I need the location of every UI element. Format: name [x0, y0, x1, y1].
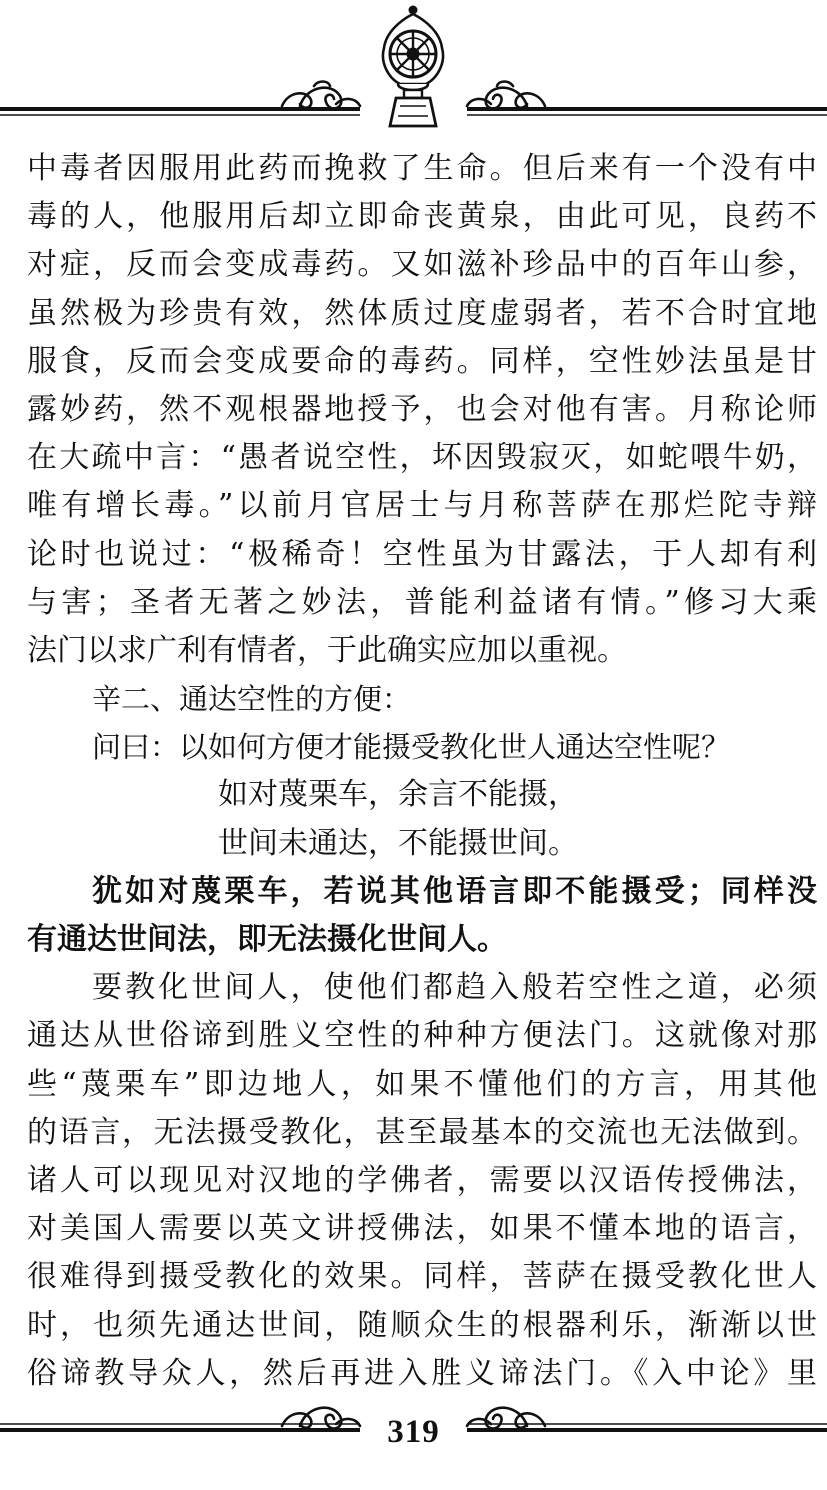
dharma-wheel-icon — [383, 6, 443, 126]
left-cloud-icon — [282, 82, 360, 109]
text-line: 中毒者因服用此药而挽救了生命。但后来有一个没有中 — [27, 151, 817, 186]
verse-line: 世间未通达，不能摄世间。 — [218, 825, 578, 861]
right-cloud-icon — [467, 82, 545, 109]
question-line: 问曰：以如何方便才能摄受教化世人通达空性呢？ — [92, 730, 731, 765]
verse-line: 如对蔑栗车，余言不能摄， — [218, 777, 578, 813]
text-line: 对美国人需要以英文讲授佛法，如果不懂本地的语言， — [27, 1211, 817, 1247]
header-ornament — [0, 0, 827, 140]
text-line: 俗谛教导众人，然后再进入胜义谛法门。《入中论》里 — [27, 1355, 817, 1391]
text-line: 诸人可以现见对汉地的学佛者，需要以汉语传授佛法， — [27, 1162, 817, 1198]
text-line: 虽然极为珍贵有效，然体质过度虚弱者，若不合时宜地 — [27, 295, 817, 331]
text-line: 的语言，无法摄受教化，甚至最基本的交流也无法做到。 — [27, 1114, 817, 1150]
text-line: 服食，反而会变成要命的毒药。同样，空性妙法虽是甘 — [27, 343, 817, 379]
text-line: 露妙药，然不观根器地授予，也会对他有害。月称论师 — [27, 391, 817, 427]
page-header — [0, 0, 827, 140]
text-line: 时，也须先通达世间，随顺众生的根器利乐，渐渐以世 — [27, 1307, 817, 1343]
text-line: 法门以求广利有情者，于此确实应加以重视。 — [27, 632, 627, 668]
text-line: 唯有增长毒。”以前月官居士与月称菩萨在那烂陀寺辩 — [27, 488, 817, 524]
text-line: 与害；圣者无著之妙法，普能利益诸有情。”修习大乘 — [27, 584, 817, 620]
text-line: 在大疏中言：“愚者说空性，坏因毁寂灭，如蛇喂牛奶， — [27, 440, 817, 476]
commentary-line: 有通达世间法，即无法摄化世间人。 — [27, 922, 507, 957]
commentary-line: 犹如对蔑栗车，若说其他语言即不能摄受；同样没 — [92, 873, 817, 909]
text-line: 很难得到摄受教化的效果。同样，菩萨在摄受教化世人 — [27, 1259, 817, 1295]
text-line: 毒的人，他服用后却立即命丧黄泉，由此可见，良药不 — [27, 199, 817, 235]
text-line: 要教化世间人，使他们都趋入般若空性之道，必须 — [92, 970, 817, 1006]
section-heading: 辛二、通达空性的方便： — [92, 682, 412, 717]
page-body — [27, 145, 817, 1398]
text-line: 通达从世俗谛到胜义空性的种种方便法门。这就像对那 — [27, 1018, 817, 1054]
text-line: 些“蔑栗车”即边地人，如果不懂他们的方言，用其他 — [27, 1066, 817, 1102]
text-line: 论时也说过：“极稀奇！空性虽为甘露法，于人却有利 — [27, 536, 817, 572]
page-number: 319 — [387, 1414, 440, 1450]
text-line: 对症，反而会变成毒药。又如滋补珍品中的百年山参， — [27, 247, 817, 283]
